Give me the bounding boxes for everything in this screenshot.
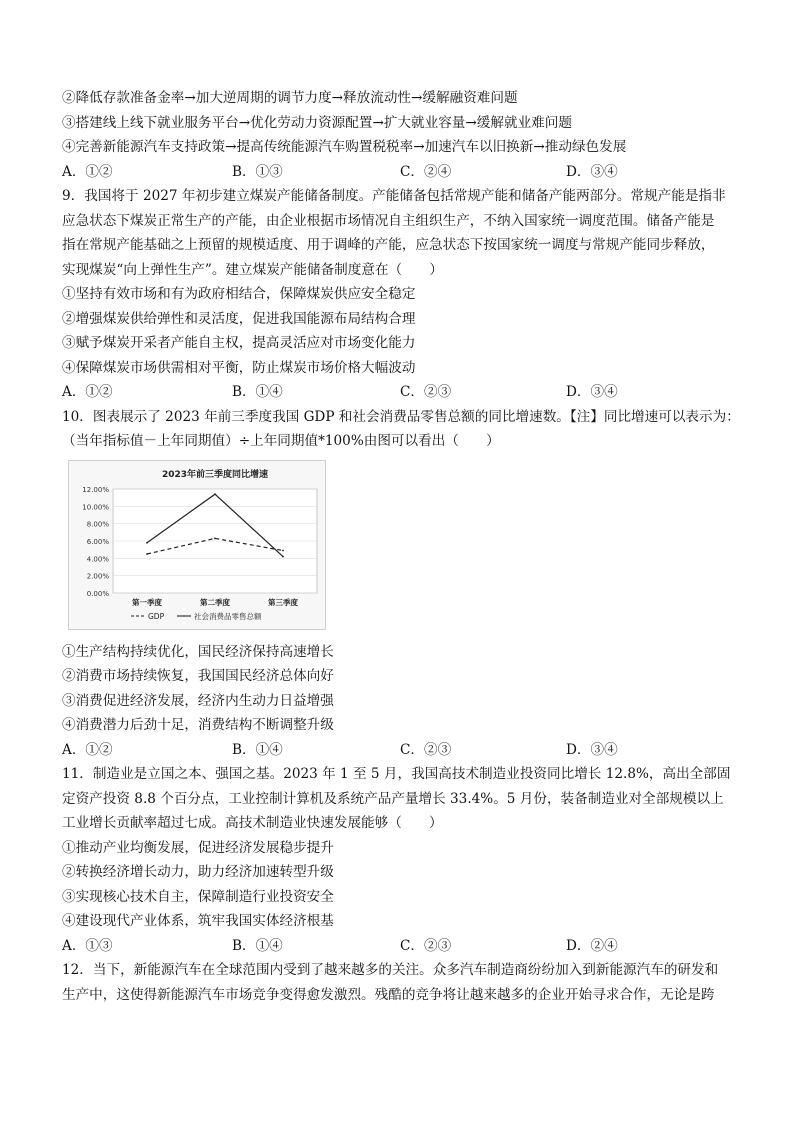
- q11-choice-a[interactable]: A．①③: [62, 937, 113, 954]
- q10-stem-line: 10．图表展示了 2023 年前三季度我国 GDP 和社会消费品零售总额的同比增速数。【注】同比增速可以表示为：: [62, 408, 740, 425]
- y-tick-label: 4.00%: [86, 554, 109, 563]
- q11-stem-line: 工业增长贡献率超过七成。高技术制造业快速发展能够（ ）: [62, 815, 443, 831]
- q10-stem-line: （当年指标值－上年同期值）÷上年同期值*100%由图可以看出（ ）: [62, 433, 500, 449]
- q11-option-2: ②转换经济增长动力，助力经济加速转型升级: [62, 864, 334, 880]
- q9-choice-a[interactable]: A．①②: [62, 384, 113, 400]
- q9-choice-b[interactable]: B．①④: [232, 384, 283, 400]
- q10-choice-d[interactable]: D．③④: [566, 741, 618, 758]
- q11-choice-d[interactable]: D．②④: [566, 937, 618, 954]
- q11-stem: [62, 762, 742, 836]
- x-tick-label: 第一季度: [132, 597, 162, 607]
- q8-options: [62, 86, 742, 160]
- q11-stem-line: 11．制造业是立国之本、强国之基。2023 年 1 至 5 月，我国高技术制造业投资同比增长 12.8%，高出全部固: [62, 766, 731, 782]
- exam-page: [62, 86, 742, 1007]
- q9-stem-line: 指在常规产能基础之上预留的规模适度、用于调峰的产能，应急状态下按国家统一调度与常规产能同步释放，: [62, 237, 715, 253]
- q8-option-2: ②降低存款准备金率→加大逆周期的调节力度→释放流动性→缓解融资难问题: [62, 90, 518, 106]
- q10-option-2: ②消费市场持续恢复，我国国民经济总体向好: [62, 668, 334, 684]
- q11-choice-c[interactable]: C．②③: [400, 937, 452, 954]
- q8-choice-c[interactable]: C．②④: [400, 163, 452, 180]
- q9-stem: [62, 184, 742, 282]
- y-tick-label: 0.00%: [86, 589, 109, 598]
- q10-choice-c[interactable]: C．②③: [400, 741, 452, 758]
- legend-label-gdp: GDP: [148, 611, 165, 621]
- q8-choice-b[interactable]: B．①③: [232, 163, 283, 180]
- q9-stem-line: 实现煤炭“向上弹性生产”。建立煤炭产能储备制度意在（ ）: [62, 261, 443, 278]
- q12-stem-line: 12．当下，新能源汽车在全球范围内受到了越来越多的关注。众多汽车制造商纷纷加入到新能源汽车的研发和: [62, 962, 719, 978]
- q9-stem-line: 应急状态下煤炭正常生产的产能，由企业根据市场情况自主组织生产，不纳入国家统一调度范围。储备产能是: [62, 212, 715, 229]
- data-point: [146, 553, 148, 555]
- growth-line-chart: [68, 460, 326, 630]
- y-tick-label: 10.00%: [82, 502, 109, 511]
- q9-option-3: ③赋予煤炭开采者产能自主权，提高灵活应对市场变化能力: [62, 335, 416, 351]
- q11-choice-b[interactable]: B．①④: [232, 937, 283, 954]
- q12-stem: [62, 958, 742, 1007]
- q11-choices: [62, 934, 742, 959]
- q10-options: [62, 640, 742, 738]
- q9-choices: [62, 380, 742, 405]
- data-point: [282, 555, 284, 557]
- q9-options: [62, 282, 742, 380]
- q10-option-3: ③消费促进经济发展，经济内生动力日益增强: [62, 692, 334, 709]
- q10-option-4: ④消费潜力后劲十足，消费结构不断调整升级: [62, 717, 334, 733]
- q8-choice-a[interactable]: A．①②: [62, 163, 113, 180]
- chart-title: 2023年前三季度同比增速: [161, 469, 269, 480]
- q9-option-2: ②增强煤炭供给弹性和灵活度，促进我国能源布局结构合理: [62, 310, 416, 327]
- q9-stem-line: 9．我国将于 2027 年初步建立煤炭产能储备制度。产能储备包括常规产能和储备产能两部分。常规产能是指非: [62, 188, 726, 204]
- q11-option-4: ④建设现代产业体系，筑牢我国实体经济根基: [62, 913, 334, 929]
- y-tick-label: 12.00%: [82, 485, 109, 494]
- q8-option-4: ④完善新能源汽车支持政策→提高传统能源汽车购置税税率→加速汽车以旧换新→推动绿色发展: [62, 139, 627, 155]
- q10-stem: [62, 405, 742, 454]
- x-tick-label: 第二季度: [200, 597, 230, 607]
- q9-choice-d[interactable]: D．③④: [566, 384, 618, 400]
- q9-choice-c[interactable]: C．②③: [400, 384, 452, 400]
- q8-choice-d[interactable]: D．③④: [566, 163, 618, 180]
- q10-choice-a[interactable]: A．①②: [62, 741, 113, 758]
- y-tick-label: 2.00%: [86, 572, 109, 581]
- q8-option-3: ③搭建线上线下就业服务平台→优化劳动力资源配置→扩大就业容量→缓解就业难问题: [62, 114, 572, 131]
- q11-option-3: ③实现核心技术自主，保障制造行业投资安全: [62, 888, 334, 905]
- data-point: [214, 493, 216, 495]
- q12-stem-line: 生产中，这使得新能源汽车市场竞争变得愈发激烈。残酷的竞争将让越来越多的企业开始寻求合作，无论是跨: [62, 986, 715, 1003]
- legend-label-retail: 社会消费品零售总额: [194, 611, 262, 621]
- q10-choices: [62, 738, 742, 763]
- q10-choice-b[interactable]: B．①④: [232, 741, 283, 758]
- data-point: [282, 549, 284, 551]
- q11-stem-line: 定资产投资 8.8 个百分点，工业控制计算机及系统产品产量增长 33.4%。5 月份，装备制造业对全部规模以上: [62, 790, 724, 807]
- y-tick-label: 6.00%: [86, 537, 109, 546]
- q9-option-1: ①坚持有效市场和有为政府相结合，保障煤炭供应安全稳定: [62, 286, 416, 302]
- q11-option-1: ①推动产业均衡发展，促进经济发展稳步提升: [62, 839, 334, 856]
- q8-choices: [62, 160, 742, 185]
- data-point: [146, 541, 148, 543]
- q10-option-1: ①生产结构持续优化，国民经济保持高速增长: [62, 643, 334, 660]
- x-tick-label: 第三季度: [268, 597, 298, 607]
- data-point: [214, 537, 216, 539]
- y-tick-label: 8.00%: [86, 520, 109, 529]
- q11-options: [62, 836, 742, 934]
- chart-svg: [69, 461, 325, 629]
- q9-option-4: ④保障煤炭市场供需相对平衡，防止煤炭市场价格大幅波动: [62, 359, 416, 376]
